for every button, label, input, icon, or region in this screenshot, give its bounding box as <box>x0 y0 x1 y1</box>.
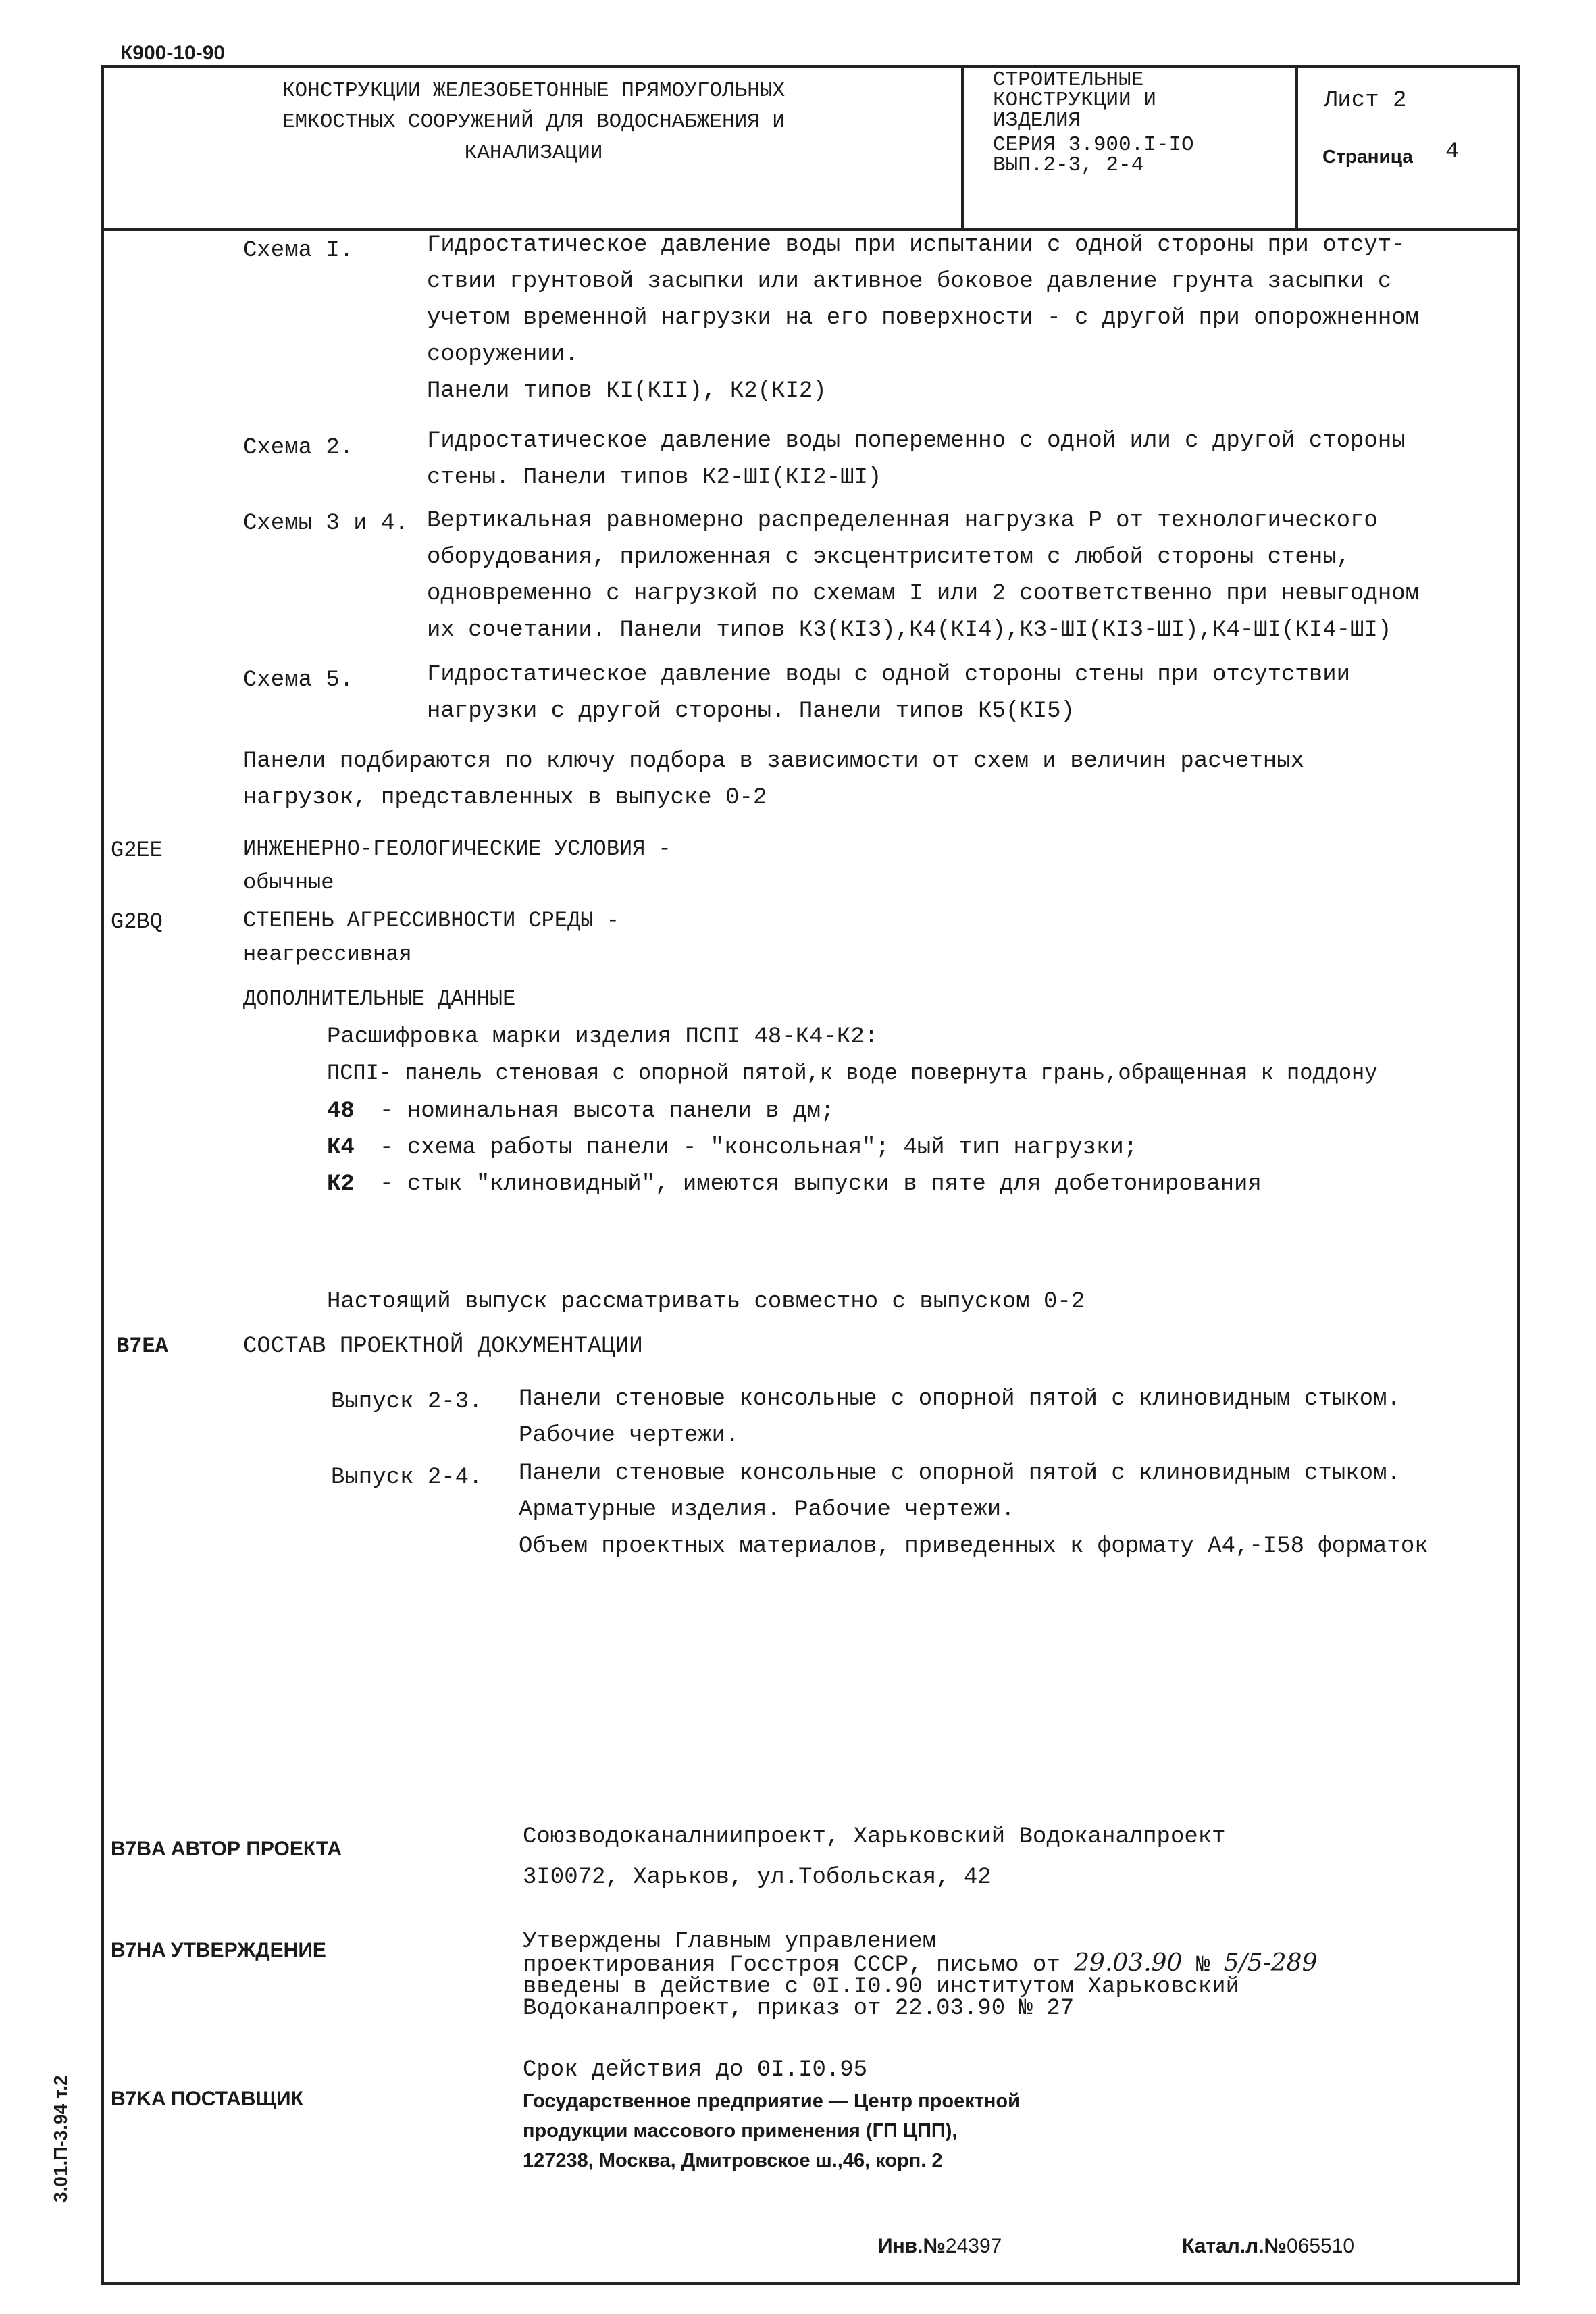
composition-title: СОСТАВ ПРОЕКТНОЙ ДОКУМЕНТАЦИИ <box>243 1334 643 1359</box>
header-category-line: СЕРИЯ 3.900.I-IO <box>993 133 1194 157</box>
header-category-line: КОНСТРУКЦИИ И <box>993 89 1156 112</box>
supplier-line: 127238, Москва, Дмитровское ш.,46, корп. 2 <box>523 2150 943 2171</box>
scheme-5-text <box>427 657 1350 730</box>
author-text <box>523 1819 1226 1896</box>
scheme-2-label: Схема 2. <box>243 435 354 461</box>
composition-code: B7EA <box>116 1334 168 1359</box>
scheme-3-4-text <box>427 503 1419 649</box>
approval-line <box>523 1949 1318 1978</box>
doc-code: К900-10-90 <box>120 42 226 64</box>
header-category-line: СТРОИТЕЛЬНЫЕ <box>993 68 1144 92</box>
supplier-validity: Срок действия до 0I.I0.95 <box>523 2057 868 2083</box>
author-line: 3I0072, Харьков, ул.Тобольская, 42 <box>523 1865 992 1890</box>
header-col-divider-2 <box>1295 65 1298 230</box>
note-line: нагрузок, представленных в выпуске 0-2 <box>243 785 767 811</box>
geo-title: ИНЖЕНЕРНО-ГЕОЛОГИЧЕСКИЕ УСЛОВИЯ - <box>243 836 671 861</box>
author-code: B7BA АВТОР ПРОЕКТА <box>111 1838 342 1860</box>
mark-desc: панель стеновая с опорной пятой,к воде повернута грань,обращенная к поддону <box>405 1061 1378 1086</box>
scheme-2-text <box>427 423 1406 496</box>
issue-line: Панели стеновые консольные с опорной пятой с клиновидным стыком. <box>519 1386 1401 1412</box>
scheme-5-label: Схема 5. <box>243 668 354 693</box>
geo-value: обычные <box>243 870 334 895</box>
handwritten-date: 29.03.90 <box>1074 1949 1183 1977</box>
scheme-line: ствии грунтовой засыпки или активное боковое давление грунта засыпки с <box>427 269 1392 295</box>
scheme-1-label: Схема I. <box>243 238 354 263</box>
issue-line: Рабочие чертежи. <box>519 1423 740 1449</box>
mark-key: ПСПI- <box>327 1061 392 1086</box>
issue-line: Объем проектных материалов, приведенных к формату А4,-I58 форматок <box>519 1534 1428 1559</box>
approval-code: B7HA УТВЕРЖДЕНИЕ <box>111 1939 326 1961</box>
header-title-line: КАНАЛИЗАЦИИ <box>464 141 603 165</box>
inventory-label: Инв.№ <box>878 2235 946 2257</box>
issue-1-text <box>519 1381 1401 1454</box>
number-sign: № <box>1195 1953 1210 1978</box>
scheme-line: Вертикальная равномерно распределенная нагрузка Р от технологического <box>427 508 1378 534</box>
header-title-line: ЕМКОСТНЫХ СООРУЖЕНИЙ ДЛЯ ВОДОСНАБЖЕНИЯ И <box>282 110 786 134</box>
aggr-value: неагрессивная <box>243 942 412 967</box>
supplier-text <box>523 2086 1020 2175</box>
catalog-number <box>1182 2235 1354 2258</box>
scheme-line: одновременно с нагрузкой по схемам I или 2 соответственно при невыгодном <box>427 581 1420 607</box>
page-label: Страница <box>1322 146 1413 167</box>
mark-key: К2 <box>327 1172 355 1197</box>
scheme-line: Панели типов КI(КII), К2(КI2) <box>427 378 827 404</box>
scheme-line: Гидростатическое давление воды попеременно с одной или с другой стороны <box>427 428 1406 454</box>
scheme-line: стены. Панели типов К2-ШI(КI2-ШI) <box>427 465 882 491</box>
mark-item-4 <box>327 1166 1262 1203</box>
page-number: 4 <box>1445 139 1460 165</box>
header-title <box>108 76 959 169</box>
scheme-line: их сочетании. Панели типов К3(КI3),К4(КI4),К3-ШI(КI3-ШI),К4-ШI(КI4-ШI) <box>427 618 1392 643</box>
selection-note <box>243 743 1304 816</box>
aggr-title: СТЕПЕНЬ АГРЕССИВНОСТИ СРЕДЫ - <box>243 908 619 933</box>
supplier-line: Государственное предприятие — Центр проектной <box>523 2090 1020 2112</box>
additional-title: ДОПОЛНИТЕЛЬНЫЕ ДАННЫЕ <box>243 986 516 1011</box>
approval-line: Утверждены Главным управлением <box>523 1929 937 1955</box>
aggr-code: G2BQ <box>111 909 163 934</box>
geo-code: G2EE <box>111 838 163 863</box>
mark-item-2 <box>327 1093 834 1130</box>
issue-line: Арматурные изделия. Рабочие чертежи. <box>519 1497 1015 1523</box>
author-line: Союзводоканалниипроект, Харьковский Водоканалпроект <box>523 1824 1226 1850</box>
issue-2-text <box>519 1455 1428 1565</box>
mark-item-3 <box>327 1130 1137 1166</box>
mark-key: К4 <box>327 1135 355 1161</box>
supplier-line: продукции массового применения (ГП ЦПП), <box>523 2120 958 2142</box>
mark-desc: - стык "клиновидный", имеются выпуски в пяте для добетонирования <box>380 1172 1262 1197</box>
approval-text <box>523 1931 1318 2019</box>
scheme-3-4-label: Схемы 3 и 4. <box>243 511 409 536</box>
mark-key: 48 <box>327 1099 355 1124</box>
side-mark: 3.01.П-3.94 т.2 <box>50 2075 71 2203</box>
issue-line: Панели стеновые консольные с опорной пятой с клиновидным стыком. <box>519 1461 1401 1486</box>
inventory-number <box>878 2235 1002 2258</box>
scheme-line: сооружении. <box>427 342 579 368</box>
catalog-label: Катал.л.№ <box>1182 2235 1287 2257</box>
inventory-value: 24397 <box>945 2235 1002 2257</box>
header-col-divider-1 <box>961 65 964 230</box>
issue-2-label: Выпуск 2-4. <box>331 1465 483 1490</box>
mark-desc: - схема работы панели - "консольная"; 4ый тип нагрузки; <box>380 1135 1138 1161</box>
scheme-line: оборудования, приложенная с эксцентриситетом с любой стороны стены, <box>427 545 1351 570</box>
scheme-line: Гидростатическое давление воды при испытании с одной стороны при отсут- <box>427 232 1406 258</box>
supplier-code: B7KA ПОСТАВЩИК <box>111 2088 303 2110</box>
scheme-line: нагрузки с другой стороны. Панели типов К5(КI5) <box>427 699 1075 724</box>
header-category-line: ВЫП.2-3, 2-4 <box>993 153 1144 177</box>
scheme-line: учетом временной нагрузки на его поверхности - с другой при опорожненном <box>427 305 1420 331</box>
handwritten-number: 5/5-289 <box>1223 1949 1318 1977</box>
geo-block <box>243 832 671 900</box>
scheme-1-text <box>427 227 1419 409</box>
joint-note: Настоящий выпуск рассматривать совместно с выпуском 0-2 <box>327 1289 1085 1315</box>
approval-line: Водоканалпроект, приказ от 22.03.90 № 27 <box>523 1996 1075 2021</box>
approval-line: введены в действие с 0I.I0.90 институтом Харьковский <box>523 1974 1239 2000</box>
sheet-label: Лист 2 <box>1324 88 1407 114</box>
header-category <box>993 70 1290 176</box>
note-line: Панели подбираются по ключу подбора в зависимости от схем и величин расчетных <box>243 749 1305 774</box>
header-title-line: КОНСТРУКЦИИ ЖЕЛЕЗОБЕТОННЫЕ ПРЯМОУГОЛЬНЫХ <box>282 79 786 103</box>
additional-intro: Расшифровка марки изделия ПСПI 48-К4-К2: <box>327 1024 879 1050</box>
mark-item-1 <box>327 1057 1377 1090</box>
header-category-line: ИЗДЕЛИЯ <box>993 109 1081 132</box>
approval-line-text: проектирования Госстроя СССР, письмо от <box>523 1953 1060 1978</box>
mark-desc: - номинальная высота панели в дм; <box>380 1099 835 1124</box>
aggr-block <box>243 904 619 972</box>
scheme-line: Гидростатическое давление воды с одной стороны стены при отсутствии <box>427 662 1351 688</box>
issue-1-label: Выпуск 2-3. <box>331 1389 483 1415</box>
catalog-value: 065510 <box>1286 2235 1355 2257</box>
